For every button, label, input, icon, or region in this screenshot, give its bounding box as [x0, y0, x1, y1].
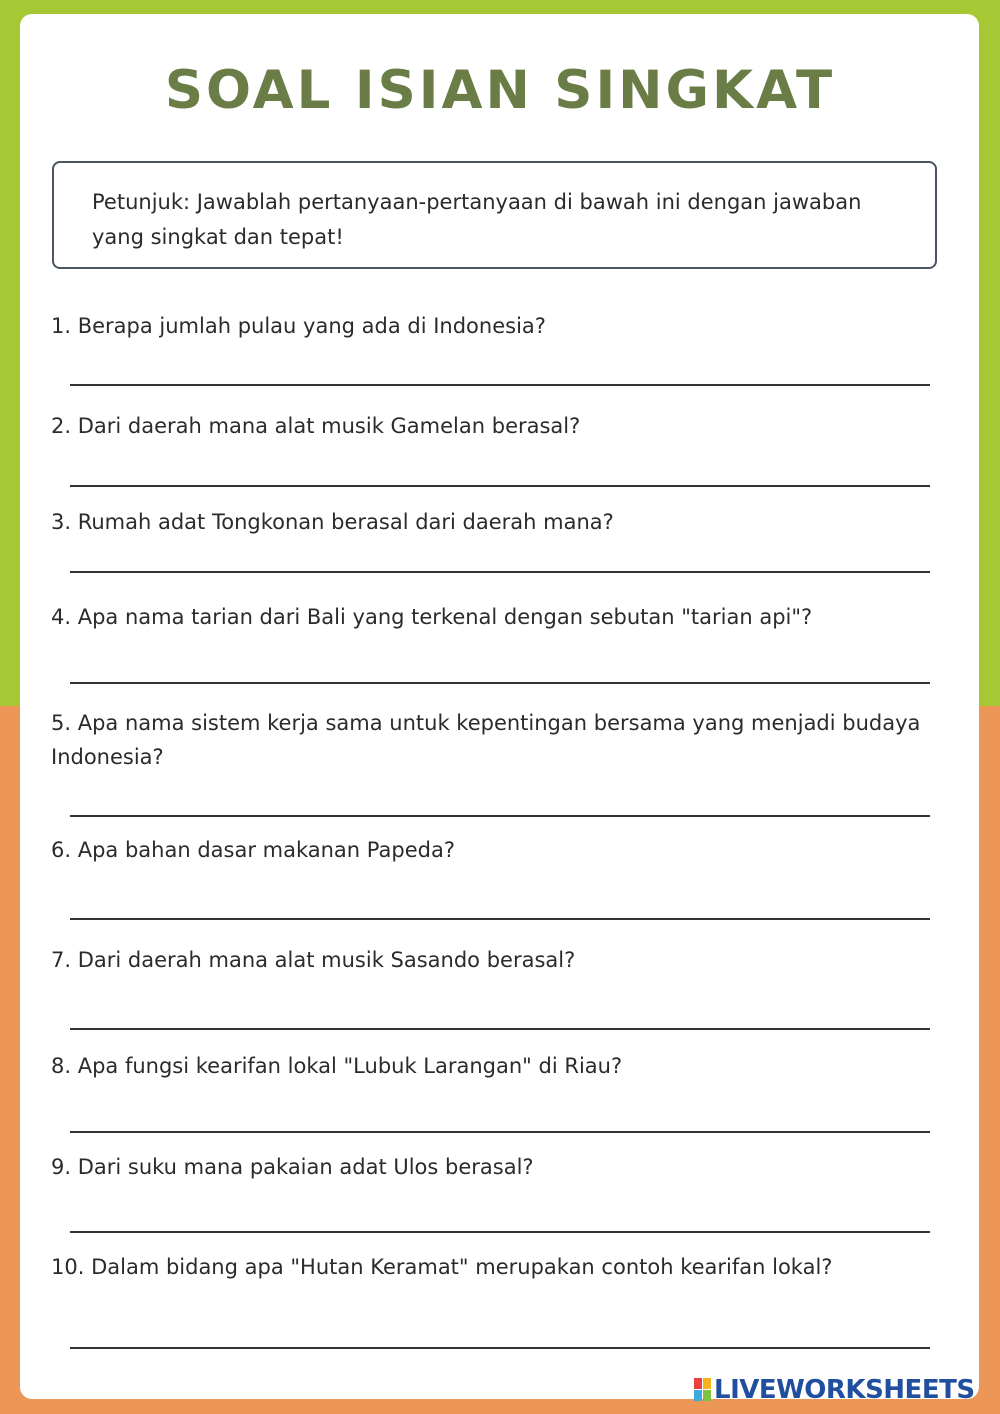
liveworksheets-logo-icon — [694, 1378, 712, 1402]
answer-line-3[interactable] — [70, 571, 930, 573]
liveworksheets-logo[interactable] — [694, 1376, 975, 1404]
instructions-box — [52, 161, 937, 269]
answer-line-8[interactable] — [70, 1131, 930, 1133]
answer-line-7[interactable] — [70, 1028, 930, 1030]
answer-line-4[interactable] — [70, 682, 930, 684]
answer-line-5[interactable] — [70, 815, 930, 817]
instructions-text: Petunjuk: Jawablah pertanyaan-pertanyaan di bawah ini dengan jawaban yang singkat dan tepat! — [92, 190, 862, 249]
question-8: 8. Apa fungsi kearifan lokal "Lubuk Larangan" di Riau? — [51, 1054, 623, 1078]
question-7: 7. Dari daerah mana alat musik Sasando berasal? — [51, 948, 576, 972]
question-6: 6. Apa bahan dasar makanan Papeda? — [51, 838, 455, 862]
question-2: 2. Dari daerah mana alat musik Gamelan berasal? — [51, 414, 581, 438]
answer-line-9[interactable] — [70, 1231, 930, 1233]
question-5: 5. Apa nama sistem kerja sama untuk kepentingan bersama yang menjadi budaya Indonesia? — [51, 711, 921, 769]
question-3: 3. Rumah adat Tongkonan berasal dari daerah mana? — [51, 510, 614, 534]
answer-line-6[interactable] — [70, 918, 930, 920]
logo-text: LIVEWORKSHEETS — [714, 1375, 975, 1405]
page-title: SOAL ISIAN SINGKAT — [164, 60, 836, 121]
question-9: 9. Dari suku mana pakaian adat Ulos berasal? — [51, 1155, 534, 1179]
answer-line-2[interactable] — [70, 485, 930, 487]
answer-line-1[interactable] — [70, 384, 930, 386]
answer-line-10[interactable] — [70, 1347, 930, 1349]
question-1: 1. Berapa jumlah pulau yang ada di Indonesia? — [51, 314, 546, 338]
question-4: 4. Apa nama tarian dari Bali yang terkenal dengan sebutan "tarian api"? — [51, 605, 813, 629]
question-10: 10. Dalam bidang apa "Hutan Keramat" merupakan contoh kearifan lokal? — [51, 1255, 833, 1279]
